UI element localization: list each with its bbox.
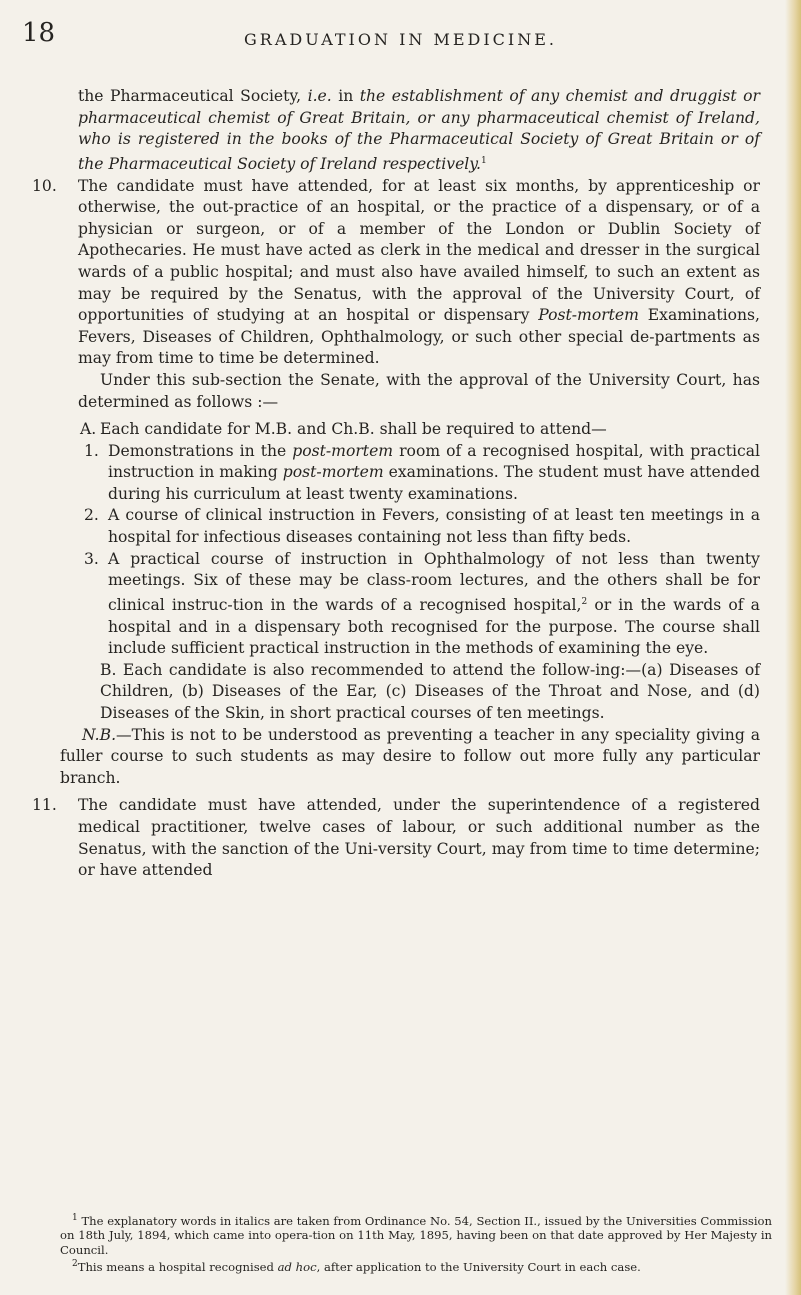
section-a-label: A.: [80, 420, 97, 439]
footnote-1: [60, 1211, 772, 1257]
section-a: [60, 419, 760, 441]
footnote-2-text-c: , after application to the University Court in each case.: [316, 1260, 641, 1275]
clause-10: [32, 176, 760, 370]
running-title: GRADUATION IN MEDICINE.: [243, 30, 558, 49]
footnote-1-text: The explanatory words in italics are taken from Ordinance No. 54, Section II., issued by the Universities Commission on 18th July, 1894, which came into opera-tion on 11th May, 1895, having been on that date approved by Her Majesty in Council.: [60, 1213, 772, 1257]
clause-10-text-a: The candidate must have attended, for at least six months, by apprenticeship or otherwise, the out-practice of an hospital, or the practice of a dispensary, or of a physician or surgeon, or of a member of the London or Dublin Society of Apothecaries. He must have acted as clerk in the medical and dresser in the surgical wards of a public hospital; and must also have availed himself, to such an extent as may be required by the Senatus, with the approval of the University Court, of opportunities of studying at an hospital or dispensary: [78, 176, 760, 325]
item-1-number: 1.: [84, 441, 99, 460]
footnote-ref-1: 1: [480, 155, 487, 166]
footnote-2-italic: ad hoc: [277, 1260, 317, 1275]
section-a-text: Each candidate for M.B. and Ch.B. shall be required to attend—: [100, 420, 607, 439]
item-3-text-b: or in the wards of a hospital and in a dispensary both recognised for the purpose. The course shall include sufficient practical instruction in the methods of examining the eye.: [108, 596, 760, 658]
section-a-item-3: [60, 549, 760, 660]
item-2-text: A course of clinical instruction in Fevers, consisting of at least ten meetings in a hospital for infectious diseases containing not less than fifty beds.: [108, 506, 760, 547]
footnote-1-mark: 1: [72, 1213, 78, 1223]
nb-text: —This is not to be understood as preventing a teacher in any speciality giving a fuller course to such students as may desire to follow out more fully any particular branch.: [60, 725, 760, 787]
section-b: B. Each candidate is also recommended to attend the follow-ing:—(a) Diseases of Children, (b) Diseases of the Ear, (c) Diseases of the Throat and Nose, and (d) Diseases of the Skin, in short practical courses of ten meetings.: [100, 660, 760, 722]
item-3-number: 3.: [84, 549, 99, 568]
footnotes: [60, 1211, 772, 1275]
item-1-text-a: Demonstrations in the: [108, 441, 293, 460]
continuation-text-2: in: [331, 87, 360, 105]
item-1-text-e: examinations. The student must have attended during his curriculum at least twenty examinations.: [108, 463, 760, 503]
footnote-2-mark: 2: [72, 1259, 78, 1270]
continuation-paragraph: [60, 86, 760, 176]
item-1-italic-d: post-mortem: [282, 463, 384, 482]
continuation-italic-text: the establishment of any chemist and druggist or pharmaceutical chemist of Great Britain, or any pharmaceutical chemist of Ireland, who is registered in the books of the Pharmaceutical Society of Great Britain or of the Pharmaceutical Society of Ireland respectively.: [78, 87, 760, 173]
clause-10-text-b: Examinations, Fevers, Diseases of Children, Ophthalmology, or such other special de-partments as may from time to time be determined.: [78, 306, 760, 368]
section-a-item-1: [60, 441, 760, 506]
footnote-ref-2: 2: [581, 596, 588, 607]
section-a-item-2: [60, 505, 760, 548]
clause-10-number: 10.: [32, 176, 57, 195]
clause-11-text: The candidate must have attended, under the superintendence of a registered medical practitioner, twelve cases of labour, or such additional number as the Senatus, with the sanction of the Uni-versity Court, may from time to time determine; or have attended: [78, 796, 760, 880]
clause-10-under: Under this sub-section the Senate, with the approval of the University Court, has determined as follows :—: [78, 370, 760, 411]
page-edge: [785, 0, 801, 1295]
item-2-number: 2.: [84, 506, 99, 525]
footnote-2-text-a: This means a hospital recognised: [77, 1260, 278, 1275]
clause-11-number: 11.: [32, 796, 57, 815]
page-header: [0, 18, 801, 58]
continuation-text-1: the Pharmaceutical Society,: [78, 87, 308, 105]
nb-label: N.B.: [82, 725, 117, 744]
continuation-ie: i.e.: [307, 87, 332, 105]
body-text: [32, 86, 760, 882]
clause-11: [32, 795, 760, 881]
item-3-text-a: A practical course of instruction in Ophthalmology of not less than twenty meetings. Six of these may be class-room lectures, and the others shall be for clinical instruc-tion in the wards of a recognised hospital,: [108, 549, 760, 615]
nb-paragraph: [60, 725, 760, 790]
item-1-text-c: room of a recognised hospital, with practical instruction in making: [108, 441, 760, 482]
clause-10-italic: Post-mortem: [538, 306, 639, 325]
page-number: 18: [22, 18, 56, 48]
item-1-italic-b: post-mortem: [292, 441, 394, 460]
footnote-2: [60, 1257, 772, 1274]
